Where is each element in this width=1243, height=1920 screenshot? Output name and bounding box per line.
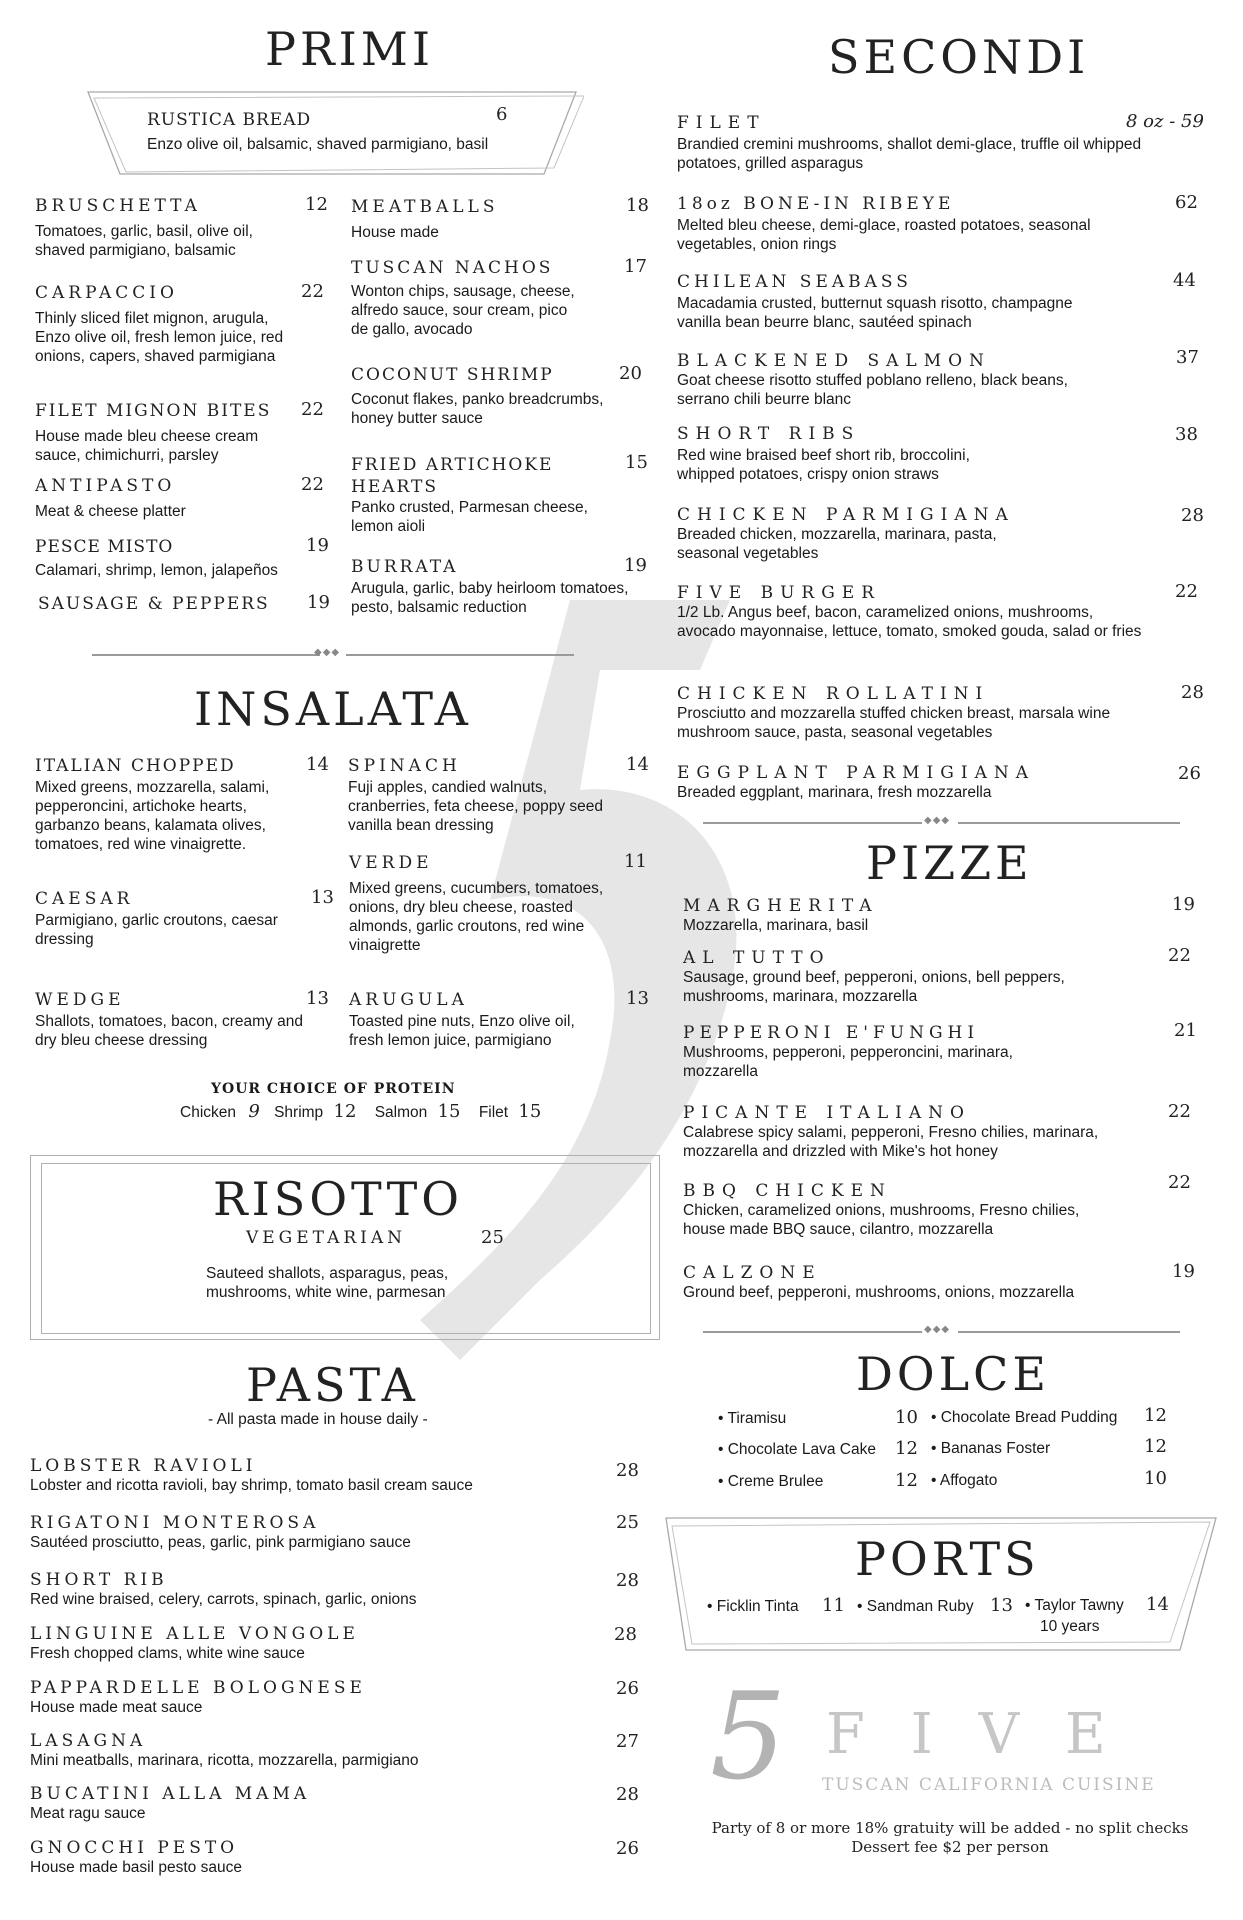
item-name: FILET <box>677 113 766 133</box>
item-name: CHICKEN ROLLATINI <box>677 684 990 704</box>
item-name: ITALIAN CHOPPED <box>35 756 236 776</box>
item-name: TUSCAN NACHOS <box>351 258 554 278</box>
item-desc: Macadamia crusted, butternut squash risotto, champagne vanilla bean beurre blanc, sautéed spinach <box>677 295 1073 331</box>
item-desc: Breaded eggplant, marinara, fresh mozzarella <box>677 784 992 801</box>
item-desc: Shallots, tomatoes, bacon, creamy and dry bleu cheese dressing <box>35 1013 303 1049</box>
item-desc: Panko crusted, Parmesan cheese, lemon aioli <box>351 499 588 535</box>
item-desc: Calamari, shrimp, lemon, jalapeños <box>35 562 278 579</box>
item-desc: House made <box>351 224 439 241</box>
risotto-subtitle: VEGETARIAN <box>246 1228 407 1248</box>
item-price: 62 <box>1175 192 1198 213</box>
footer-line1: Party of 8 or more 18% gratuity will be added - no split checks <box>711 1819 1189 1837</box>
item-desc: Lobster and ricotta ravioli, bay shrimp, tomato basil cream sauce <box>30 1477 473 1494</box>
item-name: SHORT RIBS <box>677 424 861 444</box>
item-price: 19 <box>1172 1261 1195 1282</box>
menu-item <box>349 853 639 955</box>
item-name: CALZONE <box>683 1263 822 1283</box>
protein-list <box>180 1102 541 1122</box>
item-desc: Toasted pine nuts, Enzo olive oil, fresh lemon juice, parmigiano <box>349 1013 575 1049</box>
item-name: CAESAR <box>35 889 134 909</box>
item-desc: Chicken, caramelized onions, mushrooms, Fresno chilies, house made BBQ sauce, cilantro, mozzarella <box>683 1202 1080 1238</box>
divider-line <box>346 654 574 656</box>
item-desc: Brandied cremini mushrooms, shallot demi-glace, truffle oil whipped potatoes, grilled asparagus <box>677 136 1142 172</box>
secondi-title: SECONDI <box>828 30 1090 84</box>
item-desc: Sausage, ground beef, pepperoni, onions, bell peppers, mushrooms, marinara, mozzarella <box>683 969 1065 1005</box>
brand-name: F I V E <box>826 1702 1120 1767</box>
insalata-title: INSALATA <box>194 682 472 736</box>
item-desc: Arugula, garlic, baby heirloom tomatoes, pesto, balsamic reduction <box>351 580 629 616</box>
divider-line <box>958 822 1180 824</box>
item-price: 22 <box>1168 1101 1191 1122</box>
protein-name: Shrimp <box>274 1104 324 1121</box>
item-price: 11 <box>624 851 647 872</box>
rustica-box <box>84 88 584 180</box>
item-desc: Breaded chicken, mozzarella, marinara, pasta, seasonal vegetables <box>677 526 997 562</box>
item-desc: House made bleu cheese cream sauce, chimichurri, parsley <box>35 428 259 464</box>
item-price: 15 <box>625 452 648 473</box>
menu-item <box>351 197 631 242</box>
item-price: 22 <box>1168 1172 1191 1193</box>
divider-ornament: ◆◆◆ <box>924 815 951 826</box>
item-name: CHILEAN SEABASS <box>677 272 912 292</box>
item-price: 14 <box>626 754 649 775</box>
item-name: AL TUTTO <box>683 948 831 968</box>
item-price: 38 <box>1175 424 1198 445</box>
item-name: PAPPARDELLE BOLOGNESE <box>30 1678 366 1698</box>
risotto-desc: Sauteed shallots, asparagus, peas, mushrooms, white wine, parmesan <box>206 1265 449 1301</box>
menu-item <box>683 1181 1153 1239</box>
item-price: 28 <box>616 1784 639 1805</box>
menu-item <box>677 113 1147 173</box>
item-price: 13 <box>311 887 334 908</box>
footer-line2: Dessert fee $2 per person <box>851 1838 1049 1856</box>
item-price: 22 <box>1175 581 1198 602</box>
item-name: SPINACH <box>348 756 461 776</box>
divider-line <box>703 1331 922 1333</box>
item-name: CHICKEN PARMIGIANA <box>677 505 1015 525</box>
dolce-item: • Chocolate Lava Cake <box>718 1441 876 1458</box>
dolce-price: 12 <box>1144 1405 1167 1426</box>
item-name: BLACKENED SALMON <box>677 351 991 371</box>
item-name: LOBSTER RAVIOLI <box>30 1456 257 1476</box>
item-desc: Sautéed prosciutto, peas, garlic, pink parmigiano sauce <box>30 1534 411 1551</box>
divider-line <box>703 822 922 824</box>
port-price: 13 <box>990 1595 1013 1616</box>
menu-item <box>683 948 1153 1006</box>
menu-item <box>683 896 1153 935</box>
menu-item <box>351 454 588 536</box>
item-price: 8 oz - 59 <box>1126 111 1204 132</box>
menu-item <box>35 990 315 1050</box>
item-desc: House made meat sauce <box>30 1699 203 1716</box>
port-price: 11 <box>822 1595 845 1616</box>
menu-item <box>677 424 1147 484</box>
menu-item <box>35 283 325 366</box>
item-price: 21 <box>1174 1020 1197 1041</box>
item-price: 19 <box>1172 894 1195 915</box>
menu-item <box>677 763 1157 802</box>
port-sub: 10 years <box>1040 1618 1100 1635</box>
item-name: SAUSAGE & PEPPERS <box>38 594 270 614</box>
item-desc: Meat ragu sauce <box>30 1805 146 1822</box>
item-desc: Calabrese spicy salami, pepperoni, Fresno chilies, marinara, mozzarella and drizzled with Mike's hot honey <box>683 1124 1099 1160</box>
item-name: EGGPLANT PARMIGIANA <box>677 763 1035 783</box>
item-name: BURRATA <box>351 557 459 577</box>
item-name: PEPPERONI E'FUNGHI <box>683 1023 980 1043</box>
item-name: PESCE MISTO <box>35 537 174 557</box>
item-name: VERDE <box>349 853 433 873</box>
menu-item <box>677 194 1147 254</box>
port-price: 14 <box>1146 1594 1169 1615</box>
protein-name: Filet <box>478 1104 509 1121</box>
item-name: FIVE BURGER <box>677 583 882 603</box>
item-price: 17 <box>624 256 647 277</box>
brand-numeral: 5 <box>710 1668 787 1807</box>
menu-item <box>683 1023 1153 1081</box>
item-name: WEDGE <box>35 990 125 1010</box>
item-price: 28 <box>1181 505 1204 526</box>
rustica-name: RUSTICA BREAD <box>147 110 312 130</box>
menu-item <box>677 272 1147 332</box>
item-price: 18 <box>626 195 649 216</box>
item-price: 28 <box>614 1624 637 1645</box>
item-price: 22 <box>1168 945 1191 966</box>
item-name: ANTIPASTO <box>35 476 176 496</box>
item-name: SHORT RIB <box>30 1570 168 1590</box>
protein-name: Chicken <box>180 1104 236 1121</box>
divider-ornament: ◆◆◆ <box>924 1324 951 1335</box>
item-price: 20 <box>619 363 642 384</box>
item-price: 27 <box>616 1731 639 1752</box>
menu-item <box>35 756 315 854</box>
pasta-note: - All pasta made in house daily - <box>208 1411 428 1428</box>
item-desc: 1/2 Lb. Angus beef, bacon, caramelized onions, mushrooms, avocado mayonnaise, lettuce, tomato, smoked gouda, salad or fries <box>677 604 1142 640</box>
dolce-price: 10 <box>895 1407 918 1428</box>
menu-item <box>677 505 1147 563</box>
port-item: • Taylor Tawny <box>1025 1597 1124 1614</box>
item-price: 37 <box>1176 347 1199 368</box>
item-price: 19 <box>624 555 647 576</box>
menu-item <box>683 1263 1153 1302</box>
item-name: FRIED ARTICHOKE HEARTS <box>351 455 554 497</box>
item-desc: Mixed greens, mozzarella, salami, pepperoncini, artichoke hearts, garbanzo beans, kalamata olives, tomatoes, red wine vinaigrette. <box>35 779 270 853</box>
rustica-desc: Enzo olive oil, balsamic, shaved parmigiano, basil <box>147 136 489 153</box>
item-price: 26 <box>1178 763 1201 784</box>
ports-title: PORTS <box>855 1532 1040 1586</box>
item-name: PICANTE ITALIANO <box>683 1103 971 1123</box>
item-desc: Thinly sliced filet mignon, arugula, Enzo olive oil, fresh lemon juice, red onions, capers, shaved parmigiana <box>35 310 284 365</box>
item-price: 26 <box>616 1678 639 1699</box>
item-name: ARUGULA <box>349 990 468 1010</box>
item-name: MEATBALLS <box>351 197 499 217</box>
item-desc: Mini meatballs, marinara, ricotta, mozzarella, parmigiano <box>30 1752 419 1769</box>
item-name: LINGUINE ALLE VONGOLE <box>30 1624 359 1644</box>
dolce-price: 12 <box>1144 1436 1167 1457</box>
item-name: MARGHERITA <box>683 896 879 916</box>
item-price: 22 <box>301 281 324 302</box>
dolce-item: • Affogato <box>931 1472 998 1489</box>
item-price: 19 <box>306 535 329 556</box>
divider-ornament: ◆◆◆ <box>314 647 341 658</box>
risotto-title: RISOTTO <box>213 1172 463 1226</box>
dolce-price: 12 <box>895 1470 918 1491</box>
dolce-price: 12 <box>895 1438 918 1459</box>
item-name: FILET MIGNON BITES <box>35 401 272 421</box>
item-price: 13 <box>626 988 649 1009</box>
primi-title: PRIMI <box>265 22 435 76</box>
menu-item <box>35 476 325 521</box>
item-desc: Fuji apples, candied walnuts, cranberries, feta cheese, poppy seed vanilla bean dressing <box>348 779 604 834</box>
item-desc: Coconut flakes, panko breadcrumbs, honey butter sauce <box>351 391 604 427</box>
port-item: • Sandman Ruby <box>857 1598 974 1615</box>
rustica-price: 6 <box>496 104 508 125</box>
item-name: 18oz BONE-IN RIBEYE <box>677 194 955 214</box>
item-name: GNOCCHI PESTO <box>30 1838 239 1858</box>
item-name: BUCATINI ALLA MAMA <box>30 1784 311 1804</box>
risotto-price: 25 <box>481 1227 504 1248</box>
protein-title: YOUR CHOICE OF PROTEIN <box>211 1081 456 1097</box>
dolce-item: • Tiramisu <box>718 1410 787 1427</box>
protein-price: 15 <box>437 1101 461 1122</box>
item-name: CARPACCIO <box>35 283 178 303</box>
item-price: 19 <box>307 592 330 613</box>
item-desc: Red wine braised, celery, carrots, spinach, garlic, onions <box>30 1591 417 1608</box>
item-name: BBQ CHICKEN <box>683 1181 892 1201</box>
item-price: 22 <box>301 399 324 420</box>
item-desc: House made basil pesto sauce <box>30 1859 242 1876</box>
protein-price: 12 <box>333 1101 357 1122</box>
item-desc: Mushrooms, pepperoni, pepperoncini, marinara, mozzarella <box>683 1044 1013 1080</box>
item-desc: Prosciutto and mozzarella stuffed chicken breast, marsala wine mushroom sauce, pasta, seasonal vegetables <box>677 705 1111 741</box>
menu-item <box>677 583 1157 641</box>
item-price: 14 <box>306 754 329 775</box>
item-desc: Parmigiano, garlic croutons, caesar dressing <box>35 912 278 948</box>
pizze-title: PIZZE <box>866 836 1033 890</box>
menu-item <box>683 1103 1153 1161</box>
menu-item <box>677 684 1157 742</box>
menu-item <box>351 557 631 617</box>
pasta-title: PASTA <box>246 1358 419 1412</box>
item-desc: Red wine braised beef short rib, broccolini, whipped potatoes, crispy onion straws <box>677 447 970 483</box>
menu-item <box>35 196 325 260</box>
dolce-item: • Chocolate Bread Pudding <box>931 1409 1118 1426</box>
item-desc: Fresh chopped clams, white wine sauce <box>30 1645 305 1662</box>
item-price: 44 <box>1173 270 1196 291</box>
divider-line <box>92 654 320 656</box>
dolce-item: • Bananas Foster <box>931 1440 1051 1457</box>
dolce-title: DOLCE <box>856 1347 1050 1401</box>
item-price: 28 <box>1181 682 1204 703</box>
menu-item <box>349 990 639 1050</box>
divider-line <box>958 1331 1180 1333</box>
item-desc: Ground beef, pepperoni, mushrooms, onions, mozzarella <box>683 1284 1075 1301</box>
menu-item <box>351 365 621 428</box>
item-name: BRUSCHETTA <box>35 196 201 216</box>
protein-name: Salmon <box>374 1104 428 1121</box>
menu-item <box>35 889 315 949</box>
item-name: RIGATONI MONTEROSA <box>30 1513 320 1533</box>
port-item: • Ficklin Tinta <box>707 1598 799 1615</box>
item-name: LASAGNA <box>30 1731 147 1751</box>
item-desc: Melted bleu cheese, demi-glace, roasted potatoes, seasonal vegetables, onion rings <box>677 217 1091 253</box>
item-price: 28 <box>616 1460 639 1481</box>
item-desc: Mixed greens, cucumbers, tomatoes, onions, dry bleu cheese, roasted almonds, garlic croutons, red wine vinaigrette <box>349 880 604 954</box>
item-desc: Meat & cheese platter <box>35 503 186 520</box>
menu-item <box>35 537 325 580</box>
menu-item <box>35 401 325 465</box>
item-desc: Wonton chips, sausage, cheese, alfredo sauce, sour cream, pico de gallo, avocado <box>351 283 575 338</box>
protein-price: 15 <box>518 1101 542 1122</box>
item-price: 25 <box>616 1512 639 1533</box>
item-price: 22 <box>301 474 324 495</box>
item-price: 26 <box>616 1838 639 1859</box>
dolce-item: • Creme Brulee <box>718 1473 824 1490</box>
menu-item <box>677 351 1147 409</box>
menu-item <box>351 258 621 339</box>
item-price: 12 <box>305 194 328 215</box>
item-name: COCONUT SHRIMP <box>351 365 554 385</box>
item-desc: Mozzarella, marinara, basil <box>683 917 869 934</box>
menu-item <box>348 756 638 835</box>
item-desc: Goat cheese risotto stuffed poblano relleno, black beans, serrano chili beurre blanc <box>677 372 1068 408</box>
item-price: 28 <box>616 1570 639 1591</box>
brand-tagline: TUSCAN CALIFORNIA CUISINE <box>822 1775 1156 1795</box>
protein-price: 9 <box>248 1101 260 1122</box>
dolce-price: 10 <box>1144 1468 1167 1489</box>
item-desc: Tomatoes, garlic, basil, olive oil, shaved parmigiano, balsamic <box>35 223 253 259</box>
item-price: 13 <box>306 988 329 1009</box>
